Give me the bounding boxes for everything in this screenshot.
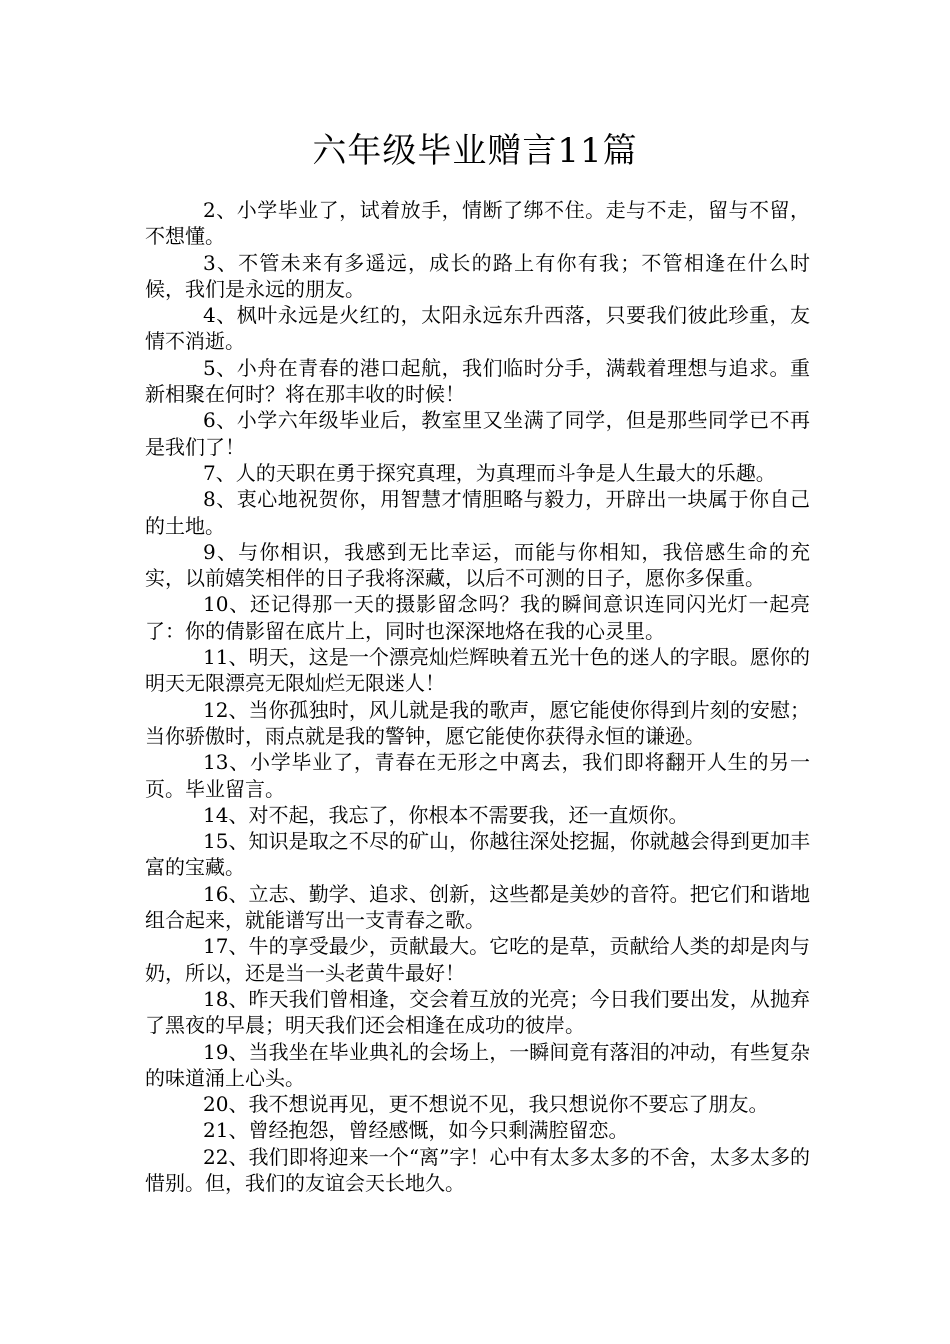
paragraph-14: 14、对不起，我忘了，你根本不需要我，还一直烦你。	[203, 802, 689, 827]
paragraph-7: 7、人的天职在勇于探究真理，为真理而斗争是人生最大的乐趣。	[203, 460, 776, 485]
paragraph-20: 20、我不想说再见，更不想说不见，我只想说你不要忘了朋友。	[203, 1092, 769, 1117]
paragraph-11: 11、明天，这是一个漂亮灿烂辉映着五光十色的迷人的字眼。愿你的明天无限漂亮无限灿烂无限迷人！	[145, 645, 810, 696]
paragraph-9: 9、与你相识，我感到无比幸运，而能与你相知，我倍感生命的充实，以前嬉笑相伴的日子我将深藏，以后不可测的日子，愿你多保重。	[145, 539, 810, 591]
paragraph-22: 22、我们即将迎来一个“离”字！心中有太多太多的不舍，太多太多的惜别。但，我们的友谊会天长地久。	[145, 1144, 810, 1195]
paragraph-2: 2、小学毕业了，试着放手，情断了绑不住。走与不走，留与不留，不想懂。	[145, 198, 810, 249]
document-title: 六年级毕业赠言11篇	[312, 131, 638, 171]
paragraph-3: 3、不管未来有多遥远，成长的路上有你有我；不管相逢在什么时候，我们是永远的朋友。	[145, 250, 810, 301]
paragraph-15: 15、知识是取之不尽的矿山，你越往深处挖掘，你就越会得到更加丰富的宝藏。	[145, 829, 810, 880]
paragraph-4: 4、枫叶永远是火红的，太阳永远东升西落，只要我们彼此珍重，友情不消逝。	[145, 303, 810, 354]
paragraph-17: 17、牛的享受最少，贡献最大。它吃的是草，贡献给人类的却是肉与奶，所以，还是当一头老黄牛最好！	[145, 934, 810, 985]
paragraph-18: 18、昨天我们曾相逢，交会着互放的光亮；今日我们要出发，从抛弃了黑夜的早晨；明天我们还会相逢在成功的彼岸。	[145, 986, 810, 1038]
paragraph-5: 5、小舟在青春的港口起航，我们临时分手，满载着理想与追求。重新相聚在何时？将在那丰收的时候！	[145, 355, 810, 407]
paragraph-6: 6、小学六年级毕业后，教室里又坐满了同学，但是那些同学已不再是我们了！	[145, 408, 810, 459]
paragraph-10: 10、还记得那一天的摄影留念吗？我的瞬间意识连同闪光灯一起亮了：你的倩影留在底片上，同时也深深地烙在我的心灵里。	[145, 592, 810, 643]
paragraph-19: 19、当我坐在毕业典礼的会场上，一瞬间竟有落泪的冲动，有些复杂的味道涌上心头。	[145, 1039, 810, 1090]
paragraph-16: 16、立志、勤学、追求、创新，这些都是美妙的音符。把它们和谐地组合起来，就能谱写出一支青春之歌。	[145, 881, 810, 933]
paragraph-8: 8、衷心地祝贺你，用智慧才情胆略与毅力，开辟出一块属于你自己的土地。	[145, 487, 810, 538]
paragraph-12: 12、当你孤独时，风儿就是我的歌声，愿它能使你得到片刻的安慰；当你骄傲时，雨点就是我的警钟，愿它能使你获得永恒的谦逊。	[145, 697, 810, 748]
paragraph-21: 21、曾经抱怨，曾经感慨，如今只剩满腔留恋。	[203, 1118, 629, 1143]
paragraph-13: 13、小学毕业了，青春在无形之中离去，我们即将翻开人生的另一页。毕业留言。	[145, 750, 810, 801]
document-body	[145, 197, 810, 1196]
